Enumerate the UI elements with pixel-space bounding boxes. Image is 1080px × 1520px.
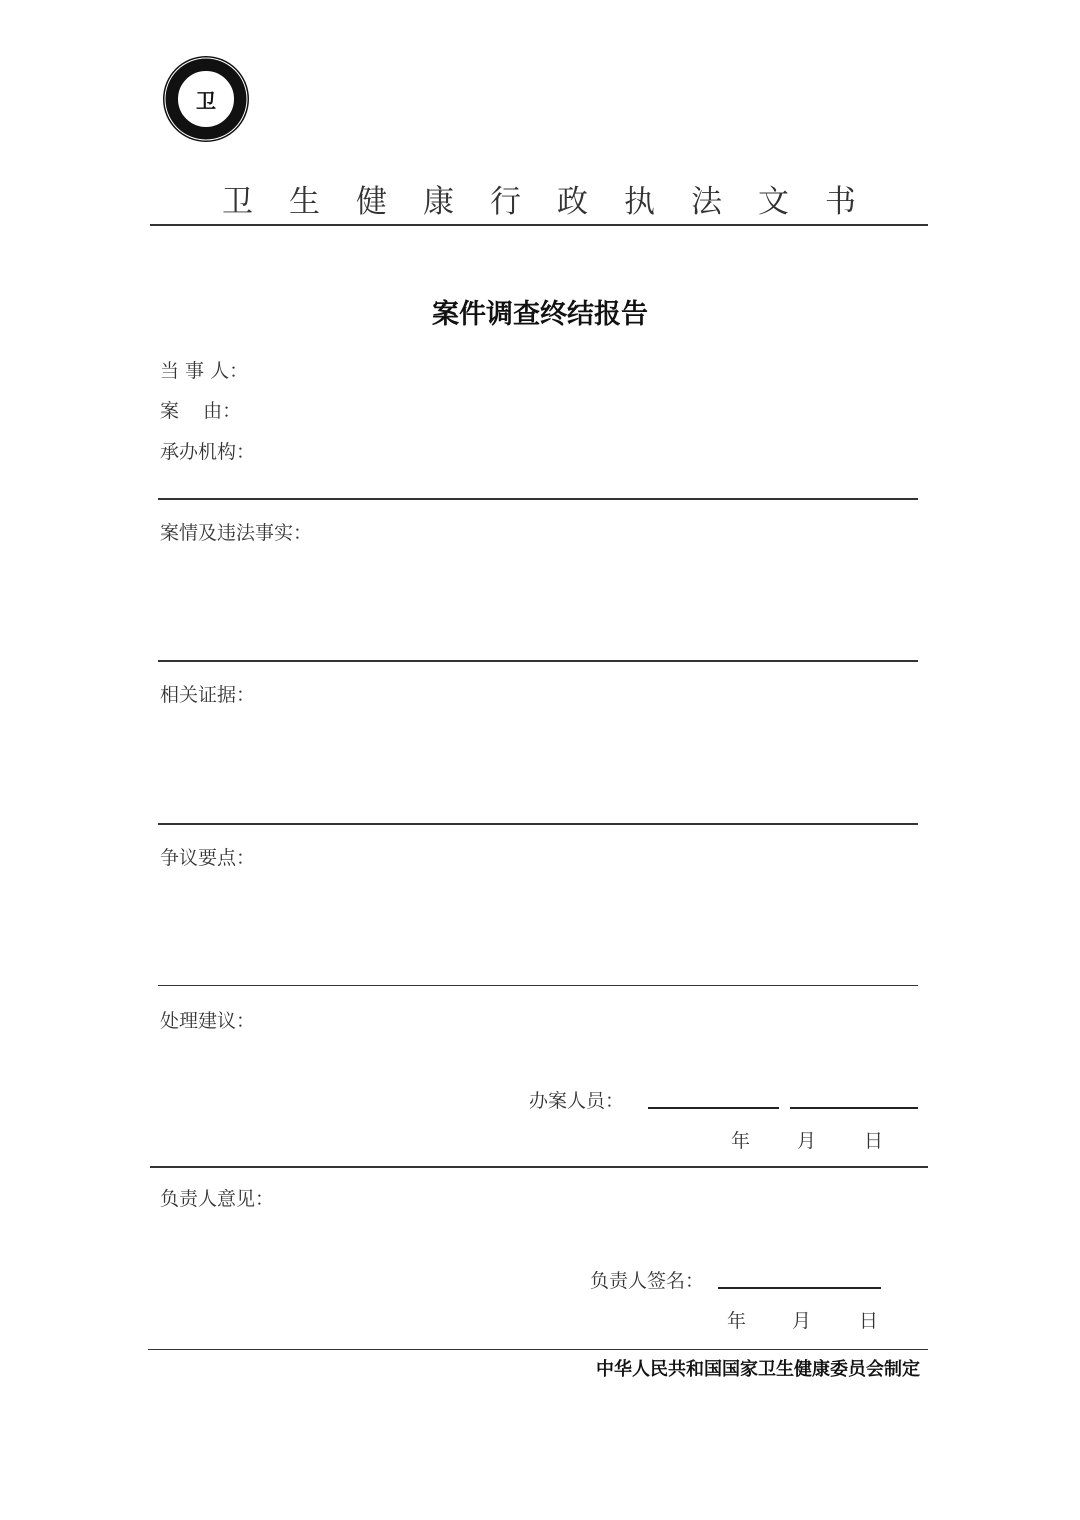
- supervisor-date-month: 月: [792, 1310, 812, 1332]
- page-title: 案件调查终结报告: [432, 299, 648, 330]
- section-evidence-label: 相关证据：: [160, 684, 256, 706]
- supervisor-opinion-label: 负责人意见：: [160, 1188, 275, 1210]
- section-divider: [158, 660, 918, 662]
- field-party-label: 当 事 人：: [160, 360, 249, 382]
- section-recommendation-label: 处理建议：: [160, 1010, 256, 1032]
- issuer-text: 中华人民共和国国家卫生健康委员会制定: [596, 1359, 920, 1380]
- header-divider: [150, 224, 928, 226]
- section-divider: [158, 498, 918, 500]
- footer-divider: [148, 1349, 928, 1350]
- section-divider: [150, 1166, 928, 1168]
- supervisor-signature-label: 负责人签名：: [590, 1270, 705, 1292]
- handler-signature-line-2[interactable]: [790, 1107, 918, 1109]
- health-inspection-emblem-logo: [163, 56, 249, 142]
- field-agency-label: 承办机构：: [160, 441, 256, 463]
- supervisor-date-day: 日: [859, 1310, 879, 1332]
- handler-date-day: 日: [864, 1130, 884, 1152]
- section-dispute-label: 争议要点：: [160, 847, 256, 869]
- handler-label: 办案人员：: [529, 1090, 625, 1112]
- handler-date-year: 年: [731, 1130, 751, 1152]
- supervisor-signature-line[interactable]: [718, 1287, 881, 1289]
- handler-date-month: 月: [797, 1130, 817, 1152]
- emblem-ring-icon: [163, 56, 249, 142]
- section-facts-label: 案情及违法事实：: [160, 522, 313, 544]
- section-divider: [158, 985, 918, 986]
- section-divider: [158, 823, 918, 825]
- field-cause-label: 案 由：: [160, 400, 242, 422]
- supervisor-date-year: 年: [727, 1310, 747, 1332]
- emblem-glyph: 卫: [196, 88, 216, 113]
- handler-signature-line-1[interactable]: [648, 1107, 779, 1109]
- document-series-title: 卫生健康行政执法文书: [222, 184, 892, 220]
